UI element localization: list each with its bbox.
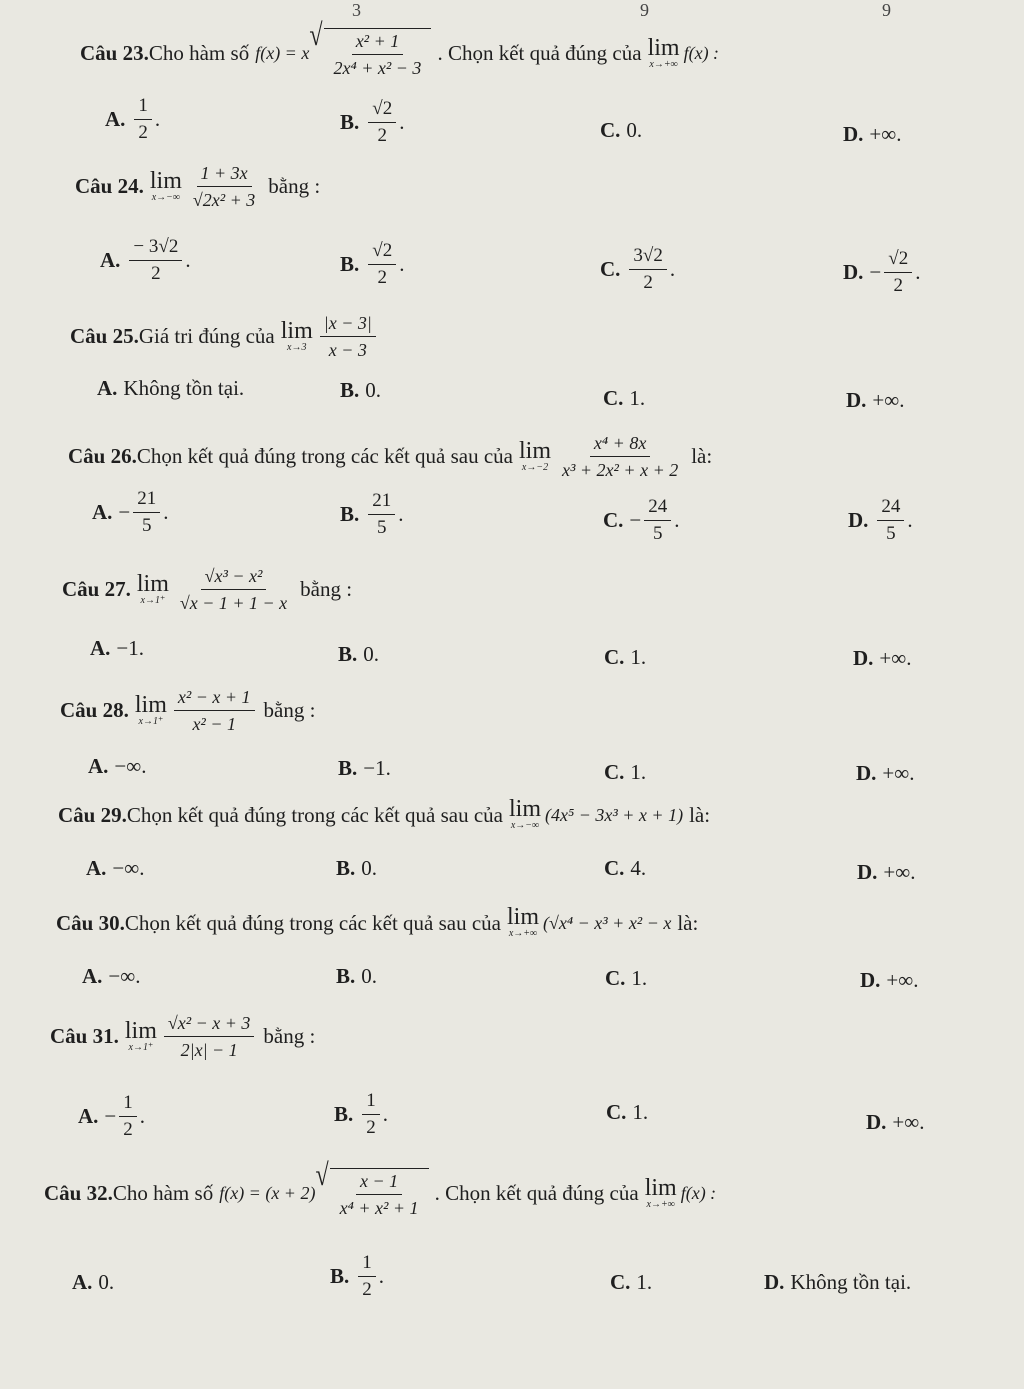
option-text: +∞. bbox=[869, 122, 902, 146]
fraction-denominator: √x − 1 + 1 − x bbox=[179, 593, 288, 613]
square-root: √ $\frac{\text{x² + 1}}{\text{2x⁴ + x² − 3}}$ bbox=[309, 28, 431, 79]
fraction-denominator: √2x² + 3 bbox=[192, 190, 256, 210]
option-numerator: 24 bbox=[644, 496, 671, 521]
option-label: A. bbox=[72, 1270, 93, 1294]
option-suffix: . bbox=[154, 107, 161, 131]
fraction-numerator: |x − 3| bbox=[320, 312, 376, 337]
option-numerator: √2 bbox=[368, 240, 396, 265]
question-text: Chọn kết quả đúng trong các kết quả sau của bbox=[124, 910, 501, 935]
option-d bbox=[866, 1110, 925, 1135]
option-b bbox=[336, 964, 377, 989]
option-text: 0. bbox=[363, 642, 380, 666]
option-b bbox=[340, 378, 381, 403]
option-a bbox=[92, 488, 169, 537]
option-text: +∞. bbox=[883, 860, 916, 884]
option-c bbox=[603, 386, 645, 411]
option-suffix: . bbox=[139, 1104, 146, 1128]
option-suffix: . bbox=[907, 508, 913, 532]
option-suffix: . bbox=[163, 500, 169, 524]
fraction-numerator: x − 1 bbox=[356, 1170, 402, 1195]
option-d bbox=[848, 496, 913, 545]
option-label: A. bbox=[78, 1104, 99, 1128]
option-denominator: 2 bbox=[151, 263, 161, 284]
question-label: Câu 24. bbox=[75, 174, 144, 198]
option-text: 4. bbox=[630, 856, 647, 880]
option-denominator: 2 bbox=[377, 267, 387, 288]
option-a bbox=[88, 754, 147, 779]
limit-argument: f(x) : bbox=[683, 43, 720, 63]
option-label: B. bbox=[334, 1102, 354, 1126]
option-c bbox=[606, 1100, 648, 1125]
option-c bbox=[600, 118, 642, 143]
question-label: Câu 25. bbox=[70, 324, 139, 348]
option-label: D. bbox=[764, 1270, 785, 1294]
option-a bbox=[86, 856, 145, 881]
limit-subscript: x→−∞ bbox=[510, 820, 540, 831]
option-text: Không tồn tại. bbox=[123, 376, 245, 400]
option-denominator: 5 bbox=[653, 523, 663, 544]
option-suffix: . bbox=[378, 1264, 385, 1288]
limit-subscript: x→+∞ bbox=[646, 1198, 675, 1210]
option-a bbox=[78, 1092, 145, 1141]
option-label: A. bbox=[90, 636, 111, 660]
limit-word: lim bbox=[519, 437, 552, 464]
option-text: +∞. bbox=[882, 761, 915, 785]
page-corner-number: 3 bbox=[352, 0, 361, 20]
square-root: √ $\frac{x - 1}{\text{x⁴ + x² + 1}}$ bbox=[315, 1168, 428, 1219]
fraction-numerator: √x² − x + 3 bbox=[164, 1012, 255, 1037]
option-text: 1. bbox=[630, 760, 647, 784]
option-label: B. bbox=[340, 252, 360, 276]
question-tail: bằng : bbox=[268, 174, 321, 198]
option-prefix: − bbox=[104, 1104, 117, 1128]
option-b bbox=[340, 98, 404, 147]
limit-subscript: x→−∞ bbox=[151, 191, 181, 203]
option-suffix: . bbox=[399, 110, 405, 134]
limit-subscript: x→3 bbox=[287, 341, 307, 353]
option-b bbox=[338, 642, 379, 667]
limit-expression bbox=[647, 34, 720, 71]
function-lhs: f(x) = x bbox=[255, 43, 310, 63]
function-definition bbox=[255, 19, 431, 79]
option-d bbox=[860, 968, 919, 993]
option-d bbox=[843, 248, 920, 297]
limit-word: lim bbox=[509, 796, 542, 822]
option-b bbox=[330, 1252, 384, 1301]
option-suffix: . bbox=[185, 248, 191, 272]
fraction-denominator: x³ + 2x² + x + 2 bbox=[562, 460, 679, 480]
option-text: 0. bbox=[365, 378, 382, 402]
option-label: C. bbox=[604, 760, 625, 784]
limit-word: lim bbox=[134, 691, 167, 718]
option-text: −∞. bbox=[112, 856, 145, 880]
fraction-denominator: 2x⁴ + x² − 3 bbox=[333, 58, 422, 78]
option-prefix: − bbox=[118, 500, 131, 524]
option-text: +∞. bbox=[872, 388, 905, 412]
fraction-numerator: x² − x + 1 bbox=[174, 686, 255, 711]
option-c bbox=[603, 496, 680, 545]
option-label: D. bbox=[860, 968, 881, 992]
option-label: D. bbox=[866, 1110, 887, 1134]
option-d bbox=[856, 761, 915, 786]
option-denominator: 5 bbox=[377, 517, 387, 538]
question-tail: bằng : bbox=[263, 1024, 316, 1048]
option-label: A. bbox=[86, 856, 107, 880]
option-text: −∞. bbox=[114, 754, 147, 778]
limit-expression bbox=[509, 798, 683, 832]
option-numerator: 1 bbox=[119, 1092, 137, 1117]
option-label: B. bbox=[340, 502, 360, 526]
option-suffix: . bbox=[398, 502, 404, 526]
option-label: C. bbox=[606, 1100, 627, 1124]
limit-word: lim bbox=[124, 1017, 157, 1044]
option-suffix: . bbox=[382, 1102, 389, 1126]
question-text: Chọn kết quả đúng trong các kết quả sau của bbox=[126, 802, 503, 827]
option-denominator: 2 bbox=[643, 272, 653, 293]
question-label: Câu 31. bbox=[50, 1024, 119, 1048]
option-c bbox=[604, 856, 646, 881]
limit-subscript: x→+∞ bbox=[649, 58, 678, 70]
option-label: D. bbox=[857, 860, 878, 884]
option-prefix: − bbox=[869, 260, 882, 284]
question-label: Câu 28. bbox=[60, 698, 129, 722]
option-label: A. bbox=[100, 248, 121, 272]
question-text: Cho hàm số bbox=[148, 41, 250, 65]
question-text: Chọn kết quả đúng trong các kết quả sau của bbox=[136, 444, 513, 468]
question-label: Câu 29. bbox=[58, 802, 127, 827]
question-label: Câu 30. bbox=[56, 910, 125, 935]
option-label: C. bbox=[604, 856, 625, 880]
option-prefix: − bbox=[629, 508, 642, 532]
limit-expression bbox=[137, 565, 294, 614]
option-text: +∞. bbox=[879, 646, 912, 670]
option-numerator: 1 bbox=[362, 1090, 380, 1115]
option-denominator: 2 bbox=[377, 125, 387, 146]
option-text: −1. bbox=[116, 636, 145, 660]
option-text: 0. bbox=[626, 118, 643, 142]
limit-subscript: x→+∞ bbox=[508, 928, 538, 939]
question-tail: là: bbox=[691, 444, 713, 468]
option-label: C. bbox=[605, 966, 626, 990]
option-b bbox=[340, 240, 404, 289]
option-d bbox=[846, 388, 905, 413]
option-c bbox=[604, 645, 646, 670]
option-text: +∞. bbox=[892, 1110, 925, 1134]
question-label: Câu 23. bbox=[80, 41, 149, 65]
option-b bbox=[338, 756, 391, 781]
option-c bbox=[600, 245, 675, 294]
option-text: +∞. bbox=[886, 968, 919, 992]
question-text: Cho hàm số bbox=[112, 1181, 214, 1205]
option-b bbox=[336, 856, 377, 881]
limit-expression bbox=[644, 1174, 717, 1211]
fraction-denominator: x − 3 bbox=[328, 340, 367, 360]
page-number-mid: 9 bbox=[640, 0, 649, 20]
option-text: −1. bbox=[363, 756, 391, 780]
function-definition bbox=[219, 1159, 428, 1219]
option-label: D. bbox=[856, 761, 877, 785]
option-text: Không tồn tại. bbox=[790, 1270, 912, 1294]
fraction-denominator: x² − 1 bbox=[192, 714, 236, 734]
limit-word: lim bbox=[507, 904, 540, 930]
option-numerator: 1 bbox=[134, 95, 152, 120]
question-tail: bằng : bbox=[300, 577, 353, 601]
option-numerator: 3√2 bbox=[629, 245, 666, 270]
limit-word: lim bbox=[647, 34, 680, 61]
option-label: D. bbox=[853, 646, 874, 670]
option-suffix: . bbox=[669, 257, 676, 281]
fraction-denominator: 2|x| − 1 bbox=[180, 1040, 238, 1060]
option-label: D. bbox=[846, 388, 867, 412]
option-label: B. bbox=[338, 756, 358, 780]
option-text: 1. bbox=[636, 1270, 653, 1294]
option-c bbox=[605, 966, 647, 991]
option-label: A. bbox=[82, 964, 103, 988]
option-text: 0. bbox=[361, 856, 378, 880]
option-c bbox=[610, 1270, 652, 1295]
question-tail: là: bbox=[689, 802, 711, 827]
limit-expression bbox=[125, 1012, 258, 1061]
option-label: B. bbox=[336, 856, 356, 880]
fraction-numerator: x² + 1 bbox=[352, 30, 404, 55]
option-text: 1. bbox=[629, 386, 646, 410]
limit-expression bbox=[519, 432, 685, 481]
option-label: D. bbox=[848, 508, 869, 532]
limit-word: lim bbox=[280, 317, 313, 344]
option-numerator: √2 bbox=[368, 98, 396, 123]
option-label: B. bbox=[338, 642, 358, 666]
limit-subscript: x→1⁺ bbox=[138, 715, 164, 727]
option-b bbox=[340, 490, 404, 539]
limit-subscript: x→1⁺ bbox=[128, 1041, 154, 1053]
option-label: C. bbox=[603, 386, 624, 410]
option-label: A. bbox=[92, 500, 113, 524]
question-tail: . Chọn kết quả đúng của bbox=[434, 1181, 639, 1205]
option-label: C. bbox=[604, 645, 625, 669]
option-d bbox=[764, 1270, 911, 1295]
limit-word: lim bbox=[136, 570, 169, 597]
fraction-denominator: x⁴ + x² + 1 bbox=[339, 1198, 419, 1218]
question-label: Câu 26. bbox=[68, 444, 137, 468]
option-text: 1. bbox=[632, 1100, 649, 1124]
question-label: Câu 32. bbox=[44, 1181, 113, 1205]
option-denominator: 5 bbox=[142, 515, 152, 536]
option-suffix: . bbox=[674, 508, 680, 532]
limit-expression bbox=[281, 312, 379, 361]
option-denominator: 2 bbox=[366, 1117, 376, 1138]
option-a bbox=[90, 636, 144, 661]
option-numerator: 24 bbox=[877, 496, 904, 521]
option-text: 1. bbox=[630, 645, 647, 669]
option-label: B. bbox=[340, 378, 360, 402]
option-c bbox=[604, 760, 646, 785]
option-text: −∞. bbox=[108, 964, 141, 988]
option-denominator: 2 bbox=[362, 1279, 372, 1300]
limit-expression bbox=[150, 162, 262, 211]
option-text: 0. bbox=[361, 964, 378, 988]
limit-subscript: x→1⁺ bbox=[140, 594, 166, 606]
limit-expression bbox=[135, 686, 258, 735]
option-a bbox=[72, 1270, 114, 1295]
option-label: A. bbox=[88, 754, 109, 778]
option-denominator: 2 bbox=[893, 275, 903, 296]
option-numerator: 21 bbox=[368, 490, 395, 515]
option-a bbox=[82, 964, 141, 989]
option-label: D. bbox=[843, 260, 864, 284]
limit-argument: (√x⁴ − x³ + x² − x bbox=[543, 912, 672, 933]
fraction-numerator: √x³ − x² bbox=[201, 565, 267, 590]
option-label: B. bbox=[330, 1264, 350, 1288]
option-label: C. bbox=[600, 118, 621, 142]
option-b bbox=[334, 1090, 388, 1139]
limit-expression bbox=[507, 906, 671, 940]
option-a bbox=[97, 376, 244, 401]
question-text: Giá tri đúng của bbox=[138, 324, 275, 348]
option-numerator: − 3√2 bbox=[129, 236, 182, 261]
fraction-numerator: x⁴ + 8x bbox=[590, 432, 650, 457]
option-numerator: √2 bbox=[884, 248, 912, 273]
limit-word: lim bbox=[644, 1174, 677, 1201]
limit-argument: (4x⁵ − 3x³ + x + 1) bbox=[545, 804, 684, 825]
option-label: A. bbox=[97, 376, 118, 400]
option-denominator: 5 bbox=[886, 523, 896, 544]
option-suffix: . bbox=[399, 252, 405, 276]
option-d bbox=[857, 860, 916, 885]
question-label: Câu 27. bbox=[62, 577, 131, 601]
option-denominator: 2 bbox=[138, 122, 148, 143]
option-d bbox=[853, 646, 912, 671]
option-text: 0. bbox=[98, 1270, 115, 1294]
limit-subscript: x→−2 bbox=[521, 461, 549, 473]
option-label: A. bbox=[105, 107, 126, 131]
option-numerator: 21 bbox=[133, 488, 160, 513]
page-number-right: 9 bbox=[882, 0, 891, 20]
function-lhs: f(x) = (x + 2) bbox=[219, 1183, 316, 1203]
limit-word: lim bbox=[149, 167, 182, 194]
question-tail: bằng : bbox=[263, 698, 316, 722]
limit-argument: f(x) : bbox=[680, 1183, 717, 1203]
option-label: B. bbox=[340, 110, 360, 134]
option-a bbox=[100, 236, 191, 285]
fraction-numerator: 1 + 3x bbox=[197, 162, 252, 187]
option-label: C. bbox=[600, 257, 621, 281]
option-a bbox=[105, 95, 160, 144]
option-numerator: 1 bbox=[358, 1252, 376, 1277]
option-suffix: . bbox=[915, 260, 921, 284]
question-tail: . Chọn kết quả đúng của bbox=[437, 41, 642, 65]
question-tail: là: bbox=[677, 910, 699, 935]
option-d bbox=[843, 122, 902, 147]
option-label: B. bbox=[336, 964, 356, 988]
option-label: D. bbox=[843, 122, 864, 146]
option-text: 1. bbox=[631, 966, 648, 990]
option-denominator: 2 bbox=[123, 1119, 133, 1140]
option-label: C. bbox=[603, 508, 624, 532]
option-label: C. bbox=[610, 1270, 631, 1294]
